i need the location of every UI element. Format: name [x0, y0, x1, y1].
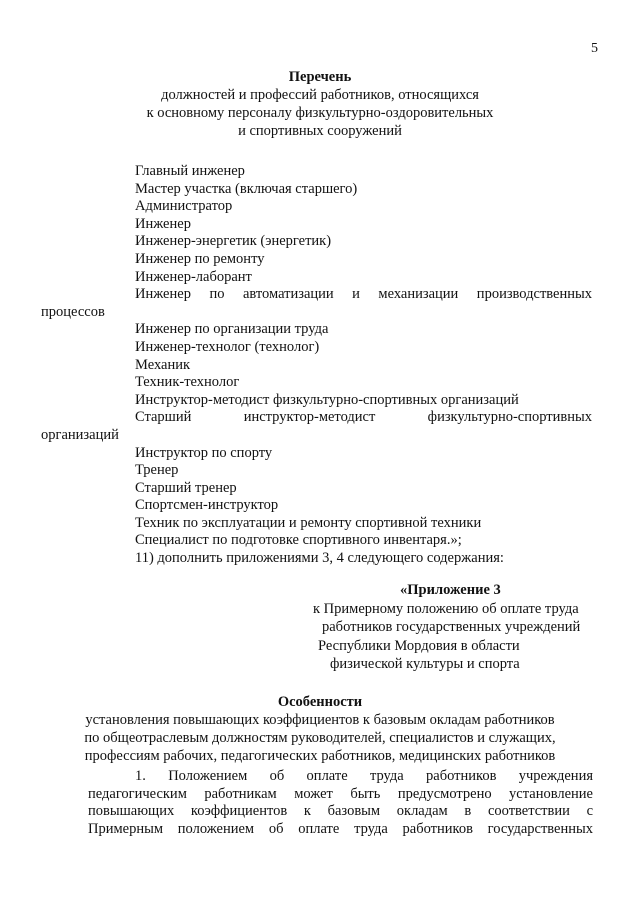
features-subtitle-line: установления повышающих коэффициентов к базовым окладам работников [85, 712, 555, 728]
features-heading [0, 693, 640, 765]
list-item-continuation: процессов [41, 303, 105, 320]
amendment-line: 11) дополнить приложениями 3, 4 следующего содержания: [135, 550, 504, 567]
list-item: Инструктор по спорту [135, 444, 273, 461]
list-item-first-line: Инженер по автоматизации и механизации производственных [135, 286, 592, 303]
list-subtitle-line: должностей и профессий работников, относящихся [161, 87, 479, 103]
list-item-continuation: организаций [41, 426, 119, 443]
list-item: Главный инженер [135, 163, 245, 179]
appendix-line: к Примерному положению об оплате труда [313, 601, 579, 617]
features-title: Особенности [277, 694, 363, 710]
list-item: Инженер-лаборант [135, 268, 252, 285]
list-item: Тренер [135, 462, 179, 479]
list-subtitle-line: к основному персоналу физкультурно-оздоровительных [146, 105, 494, 121]
paragraph-line: педагогическим работникам может быть предусмотрено установление [88, 785, 593, 802]
list-item: Специалист по подготовке спортивного инвентаря.»; [135, 532, 462, 549]
list-item: Техник-технолог [135, 374, 240, 391]
list-item: Техник по эксплуатации и ремонту спортивной техники [135, 514, 482, 531]
list-item: Администратор [135, 198, 233, 215]
list-item: Механик [135, 356, 191, 373]
appendix-line: работников государственных учреждений [322, 619, 581, 635]
list-item: Инженер по организации труда [135, 321, 329, 338]
appendix-line: физической культуры и спорта [330, 656, 520, 672]
body-paragraph [88, 768, 593, 838]
list-item: Мастер участка (включая старшего) [135, 180, 358, 197]
list-item: Инженер-энергетик (энергетик) [135, 233, 332, 250]
list-item-first-line: Старший инструктор-методист физкультурно-спортивных [135, 409, 592, 426]
list-subtitle-line: и спортивных сооружений [238, 123, 402, 139]
list-item: Старший тренер [135, 479, 237, 496]
page-number: 5 [591, 41, 598, 56]
features-subtitle-line: профессиям рабочих, педагогических работников, медицинских работников [84, 748, 556, 764]
list-item: Инженер-технолог (технолог) [135, 338, 320, 355]
features-subtitle-line: по общеотраслевым должностям руководителей, специалистов и служащих, [84, 730, 556, 746]
list-item: Инженер по ремонту [135, 250, 265, 267]
paragraph-line: 1. Положением об оплате труда работников учреждения [135, 768, 593, 784]
list-item [0, 286, 640, 321]
list-item: Инструктор-методист физкультурно-спортивных организаций [135, 391, 519, 408]
list-title: Перечень [288, 69, 352, 85]
appendix-title: «Приложение 3 [400, 582, 501, 598]
list-item [0, 409, 640, 444]
list-item: Спортсмен-инструктор [135, 497, 279, 514]
list-item: Инженер [135, 215, 191, 232]
list-heading [0, 68, 640, 140]
paragraph-line: Примерным положением об оплате труда работников государственных [88, 820, 593, 837]
positions-list [0, 163, 640, 568]
paragraph-line: повышающих коэффициентов к базовым окладам в соответствии с [88, 803, 593, 820]
appendix-line: Республики Мордовия в области [318, 638, 520, 654]
